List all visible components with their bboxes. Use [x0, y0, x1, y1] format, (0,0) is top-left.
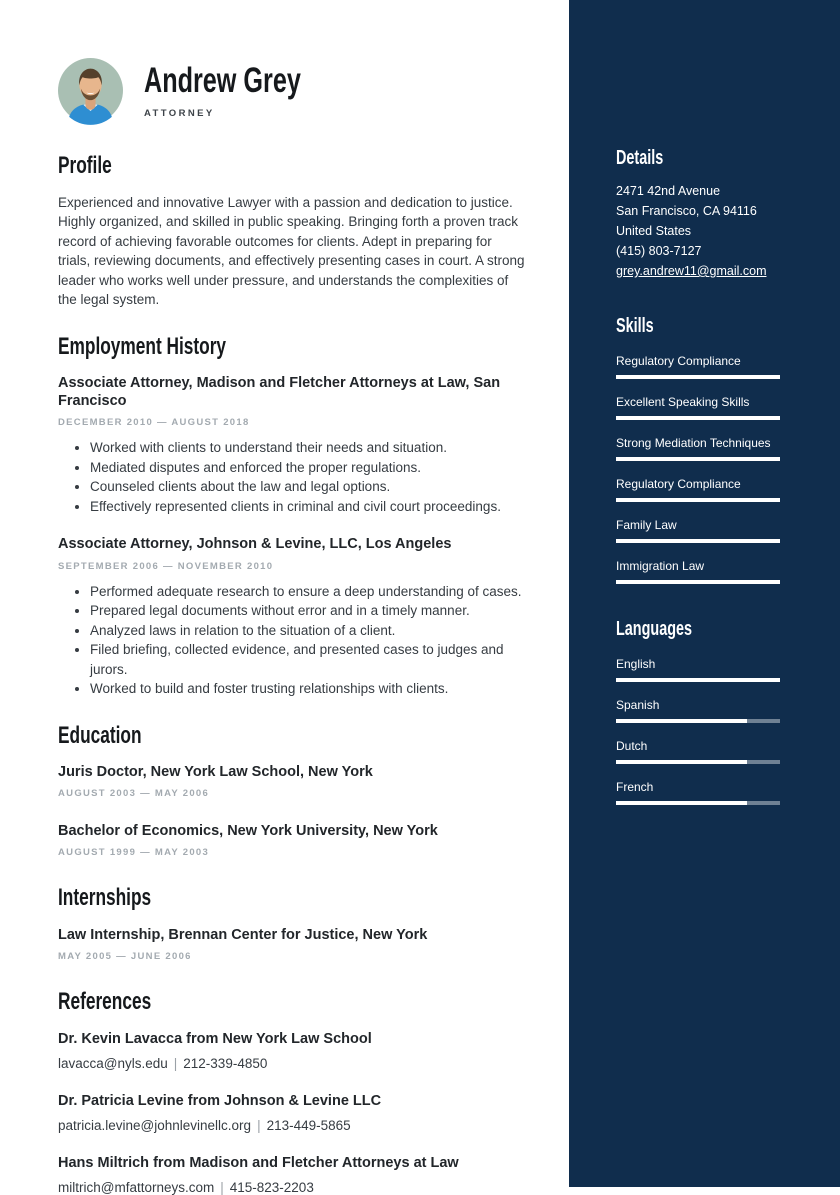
- address-line-1: 2471 42nd Avenue: [616, 184, 721, 198]
- sidebar-section-skills: [616, 315, 780, 584]
- skill-meter: [616, 457, 780, 461]
- job-bullet: • Analyzed laws in relation to the situation of a client.: [90, 621, 527, 641]
- details-lines: [616, 181, 780, 281]
- reference-separator: |: [257, 1117, 261, 1133]
- internships-heading: Internships: [58, 884, 152, 912]
- employment-entry: [58, 535, 527, 698]
- email-link[interactable]: grey.andrew11@gmail.com: [616, 264, 767, 278]
- language-label: Spanish: [616, 698, 660, 712]
- reference-phone: 213-449-5865: [266, 1117, 351, 1133]
- languages-heading: Languages: [616, 618, 693, 640]
- section-references: [58, 988, 527, 1195]
- resume-header: [58, 58, 527, 123]
- skill-label: Family Law: [616, 518, 677, 532]
- job-bullet: • Mediated disputes and enforced the proper regulations.: [90, 458, 527, 478]
- job-bullet-list: [58, 582, 527, 699]
- candidate-role: ATTORNEY: [144, 107, 215, 119]
- references-heading: References: [58, 988, 152, 1016]
- language-meter-fill: [616, 678, 780, 682]
- profile-heading: Profile: [58, 152, 112, 179]
- skill-item: [616, 517, 780, 543]
- reference-contact: [58, 1056, 527, 1071]
- job-bullet: • Worked to build and foster trusting relationships with clients.: [90, 679, 527, 699]
- job-bullet: • Worked with clients to understand their needs and situation.: [90, 438, 527, 458]
- job-bullet: • Counseled clients about the law and legal options.: [90, 477, 527, 497]
- language-meter-fill: [616, 719, 747, 723]
- skill-label: Regulatory Compliance: [616, 354, 741, 368]
- skill-item: [616, 435, 780, 461]
- language-label: French: [616, 780, 654, 794]
- skill-meter-fill: [616, 457, 780, 461]
- skill-item: [616, 476, 780, 502]
- job-bullet: • Filed briefing, collected evidence, and presented cases to judges and jurors.: [90, 640, 527, 679]
- education-entry: [58, 822, 527, 858]
- employment-heading: Employment History: [58, 332, 227, 360]
- language-label: Dutch: [616, 739, 648, 753]
- sidebar: [569, 0, 840, 1187]
- sidebar-section-details: [616, 147, 780, 281]
- reference-name: Hans Miltrich from Madison and Fletcher Attorneys at Law: [58, 1154, 459, 1171]
- skill-meter: [616, 580, 780, 584]
- section-internships: [58, 884, 527, 962]
- reference-phone: 212-339-4850: [183, 1055, 268, 1071]
- language-item: [616, 738, 780, 764]
- address-line-2: San Francisco, CA 94116: [616, 204, 757, 218]
- job-title: Associate Attorney, Madison and Fletcher Attorneys at Law, San Francisco: [58, 375, 501, 410]
- skill-label: Excellent Speaking Skills: [616, 395, 750, 409]
- sidebar-section-languages: [616, 618, 780, 805]
- skill-label: Strong Mediation Techniques: [616, 436, 771, 450]
- skill-meter-fill: [616, 498, 780, 502]
- reference-contact: [58, 1180, 527, 1195]
- internship-title: Law Internship, Brennan Center for Justice, New York: [58, 927, 428, 943]
- job-bullet: • Prepared legal documents without error and in a timely manner.: [90, 601, 527, 621]
- language-meter: [616, 760, 780, 764]
- internship-dates: MAY 2005 — JUNE 2006: [58, 951, 192, 963]
- job-dates: DECEMBER 2010 — AUGUST 2018: [58, 417, 250, 429]
- name-block: [144, 62, 362, 119]
- language-label: English: [616, 657, 656, 671]
- job-title: Associate Attorney, Johnson & Levine, LLC, Los Angeles: [58, 536, 452, 553]
- reference-name: Dr. Kevin Lavacca from New York Law School: [58, 1030, 372, 1047]
- language-meter-fill: [616, 760, 747, 764]
- reference-separator: |: [173, 1055, 178, 1071]
- education-heading: Education: [58, 721, 142, 749]
- job-bullet: • Effectively represented clients in criminal and civil court proceedings.: [90, 497, 527, 517]
- reference-email: patricia.levine@johnlevinellc.org: [58, 1117, 252, 1133]
- job-bullet: • Performed adequate research to ensure a deep understanding of cases.: [90, 582, 527, 602]
- skill-item: [616, 558, 780, 584]
- reference-name: Dr. Patricia Levine from Johnson & Levine LLC: [58, 1092, 382, 1109]
- language-meter: [616, 678, 780, 682]
- reference-entry: [58, 1154, 527, 1195]
- employment-entry: [58, 374, 527, 516]
- skill-meter-fill: [616, 580, 780, 584]
- skill-item: [616, 394, 780, 420]
- profile-text: Experienced and innovative Lawyer with a passion and dedication to justice. Highly organized, and skilled in public speaking. Bringing forth a proven track record of achieving favorable outcomes for clients. Adept in preparing for trials, reviewing documents, and effectively presenting cases in court. A strong leader who works well under pressure, and understands the complexities of the legal system.: [58, 194, 525, 308]
- skill-meter-fill: [616, 416, 780, 420]
- skill-item: [616, 353, 780, 379]
- reference-entry: [58, 1092, 527, 1133]
- section-education: [58, 722, 527, 859]
- details-heading: Details: [616, 147, 664, 169]
- education-entry: [58, 763, 527, 799]
- reference-separator: |: [220, 1180, 224, 1195]
- reference-phone: 415-823-2203: [229, 1180, 314, 1195]
- language-item: [616, 656, 780, 682]
- education-title: Bachelor of Economics, New York University, New York: [58, 823, 438, 840]
- skill-meter-fill: [616, 539, 780, 543]
- reference-email: lavacca@nyls.edu: [58, 1055, 168, 1071]
- language-meter: [616, 801, 780, 805]
- job-bullet-list: [58, 438, 527, 516]
- language-item: [616, 697, 780, 723]
- language-meter: [616, 719, 780, 723]
- language-meter-fill: [616, 801, 747, 805]
- skill-meter: [616, 498, 780, 502]
- section-profile: [58, 152, 527, 310]
- reference-contact: [58, 1118, 527, 1133]
- skills-heading: Skills: [616, 315, 654, 337]
- education-title: Juris Doctor, New York Law School, New York: [58, 764, 373, 781]
- skill-meter-fill: [616, 375, 780, 379]
- section-employment-history: [58, 333, 527, 699]
- job-dates: SEPTEMBER 2006 — NOVEMBER 2010: [58, 560, 274, 572]
- language-item: [616, 779, 780, 805]
- skill-meter: [616, 539, 780, 543]
- phone-number: (415) 803-7127: [616, 244, 702, 258]
- reference-entry: [58, 1030, 527, 1071]
- skill-label: Regulatory Compliance: [616, 477, 741, 491]
- profile-photo: [58, 58, 123, 123]
- education-dates: AUGUST 1999 — MAY 2003: [58, 847, 210, 859]
- skill-meter: [616, 416, 780, 420]
- internship-entry: [58, 926, 527, 962]
- skill-label: Immigration Law: [616, 559, 705, 573]
- reference-email: miltrich@mfattorneys.com: [58, 1180, 215, 1195]
- education-dates: AUGUST 2003 — MAY 2006: [58, 788, 210, 800]
- skill-meter: [616, 375, 780, 379]
- address-country: United States: [616, 224, 692, 238]
- candidate-name: Andrew Grey: [144, 61, 301, 101]
- profile-photo-illustration: [58, 58, 123, 123]
